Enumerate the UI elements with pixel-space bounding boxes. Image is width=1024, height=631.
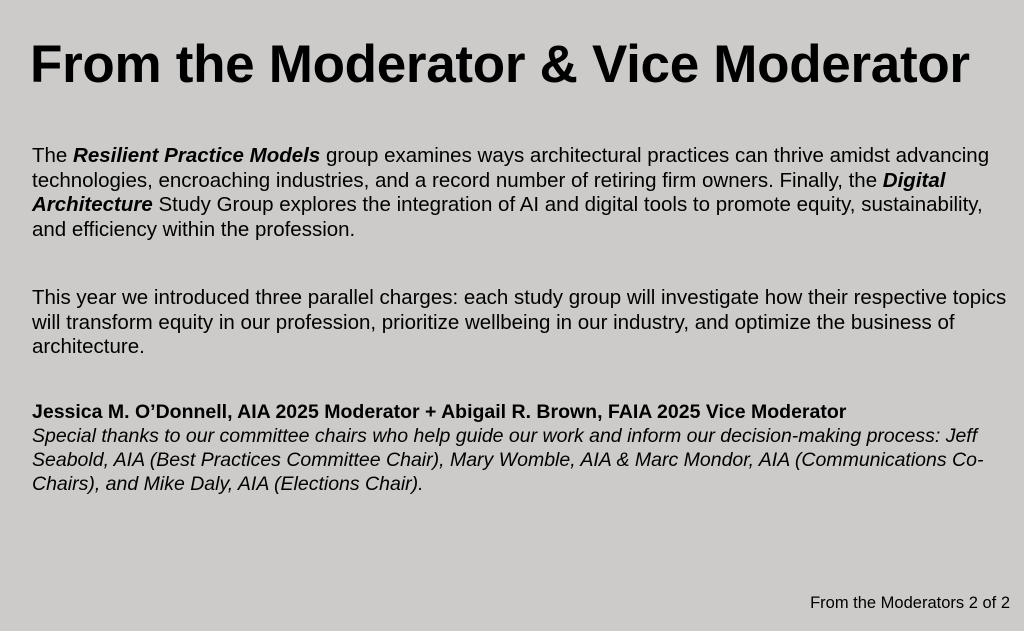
paragraph-parallel-charges: This year we introduced three parallel charges: each study group will investigate how their respective topics will transform equity in our profession, prioritize wellbeing in our industry, and optimize the business of architecture. (32, 286, 1007, 358)
paragraph-1-tail: Study Group explores the integration of AI and digital tools to promote equity, sustainability, and efficiency within the profession. (32, 193, 983, 241)
paragraph-1-lead: The (32, 144, 74, 167)
paragraph-1-middle: group examines ways architectural practices can thrive amidst advancing technologies, encroaching industries, and a record number of retiring firm owners. Finally, the (32, 144, 990, 192)
digital-architecture-emphasis: Digital Architecture (32, 168, 946, 216)
page-footer: From the Moderators 2 of 2 (810, 594, 1010, 612)
special-thanks-note: Special thanks to our committee chairs who help guide our work and inform our decision-making process: Jeff Seabold, AIA (Best Practices Committee Chair), Mary Womble, AIA & Marc Mondor, AIA (Communications Co-Chairs), and Mike Daly, AIA (Elections Chair). (32, 425, 984, 495)
paragraph-study-groups (32, 144, 1007, 242)
resilient-practice-models-emphasis: Resilient Practice Models (73, 144, 321, 167)
moderator-signature: Jessica M. O’Donnell, AIA 2025 Moderator + Abigail R. Brown, FAIA 2025 Vice Moderator (32, 401, 847, 423)
signature-block (32, 400, 1007, 496)
slide-title: From the Moderator & Vice Moderator (30, 35, 970, 94)
